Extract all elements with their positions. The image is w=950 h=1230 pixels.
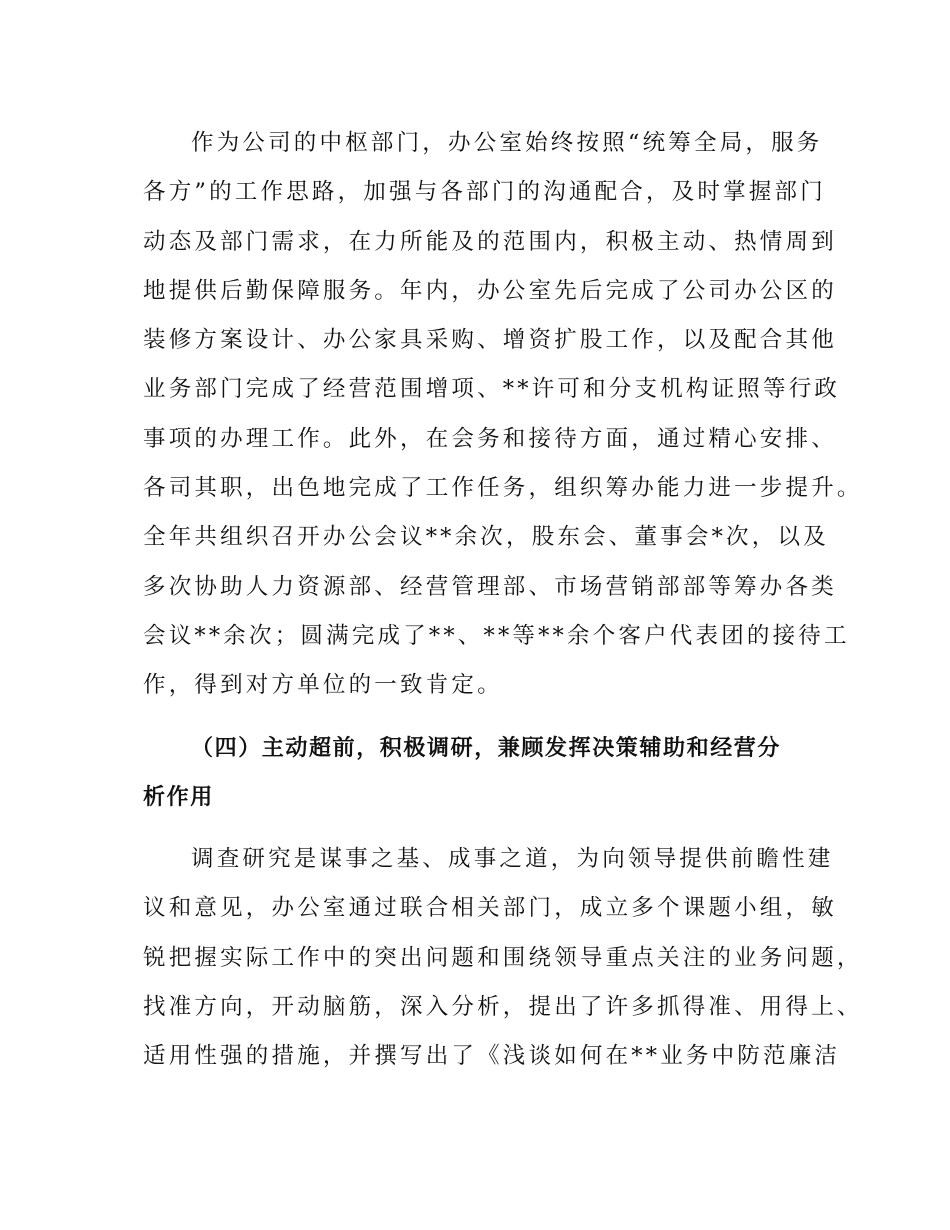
- paragraph-office-services: [143, 119, 863, 711]
- text-line: 装修方案设计、办公家具采购、增资扩股工作，以及配合其他: [143, 327, 837, 354]
- paragraph-research: [143, 835, 863, 1081]
- heading-line: 析作用: [143, 784, 214, 810]
- text-line: 议和意见，办公室通过联合相关部门，成立多个课题小组，敏: [143, 895, 837, 922]
- document-body: [143, 119, 863, 1082]
- text-line: 锐把握实际工作中的突出问题和围绕领导重点关注的业务问题，: [143, 944, 863, 971]
- text-line: 作，得到对方单位的一致肯定。: [143, 672, 503, 699]
- text-line: 找准方向，开动脑筋，深入分析，提出了许多抓得准、用得上、: [143, 994, 863, 1021]
- text-line: 适用性强的措施，并撰写出了《浅谈如何在**业务中防范廉洁: [143, 1043, 841, 1070]
- text-line: 地提供后勤保障服务。年内，办公室先后完成了公司办公区的: [143, 277, 837, 304]
- section-heading: [143, 724, 815, 823]
- text-line: 全年共组织召开办公会议**余次，股东会、董事会*次，以及: [143, 524, 829, 551]
- text-line: 各方”的工作思路，加强与各部门的沟通配合，及时掌握部门: [143, 179, 826, 206]
- text-line: 会议**余次；圆满完成了**、**等**余个客户代表团的接待工: [143, 622, 850, 649]
- text-line: 动态及部门需求，在力所能及的范围内，积极主动、热情周到: [143, 228, 837, 255]
- text-line: 事项的办理工作。此外，在会务和接待方面，通过精心安排、: [143, 425, 837, 452]
- text-line: 多次协助人力资源部、经营管理部、市场营销部部等筹办各类: [143, 573, 837, 600]
- text-line: 各司其职，出色地完成了工作任务，组织筹办能力进一步提升。: [143, 475, 863, 502]
- heading-line: （四）主动超前，积极调研，兼顾发挥决策辅助和经营分: [191, 735, 782, 761]
- text-line: 业务部门完成了经营范围增项、**许可和分支机构证照等行政: [143, 376, 841, 403]
- text-line: 调查研究是谋事之基、成事之道，为向领导提供前瞻性建: [191, 846, 834, 873]
- text-line: 作为公司的中枢部门，办公室始终按照“统筹全局，服务: [191, 130, 823, 156]
